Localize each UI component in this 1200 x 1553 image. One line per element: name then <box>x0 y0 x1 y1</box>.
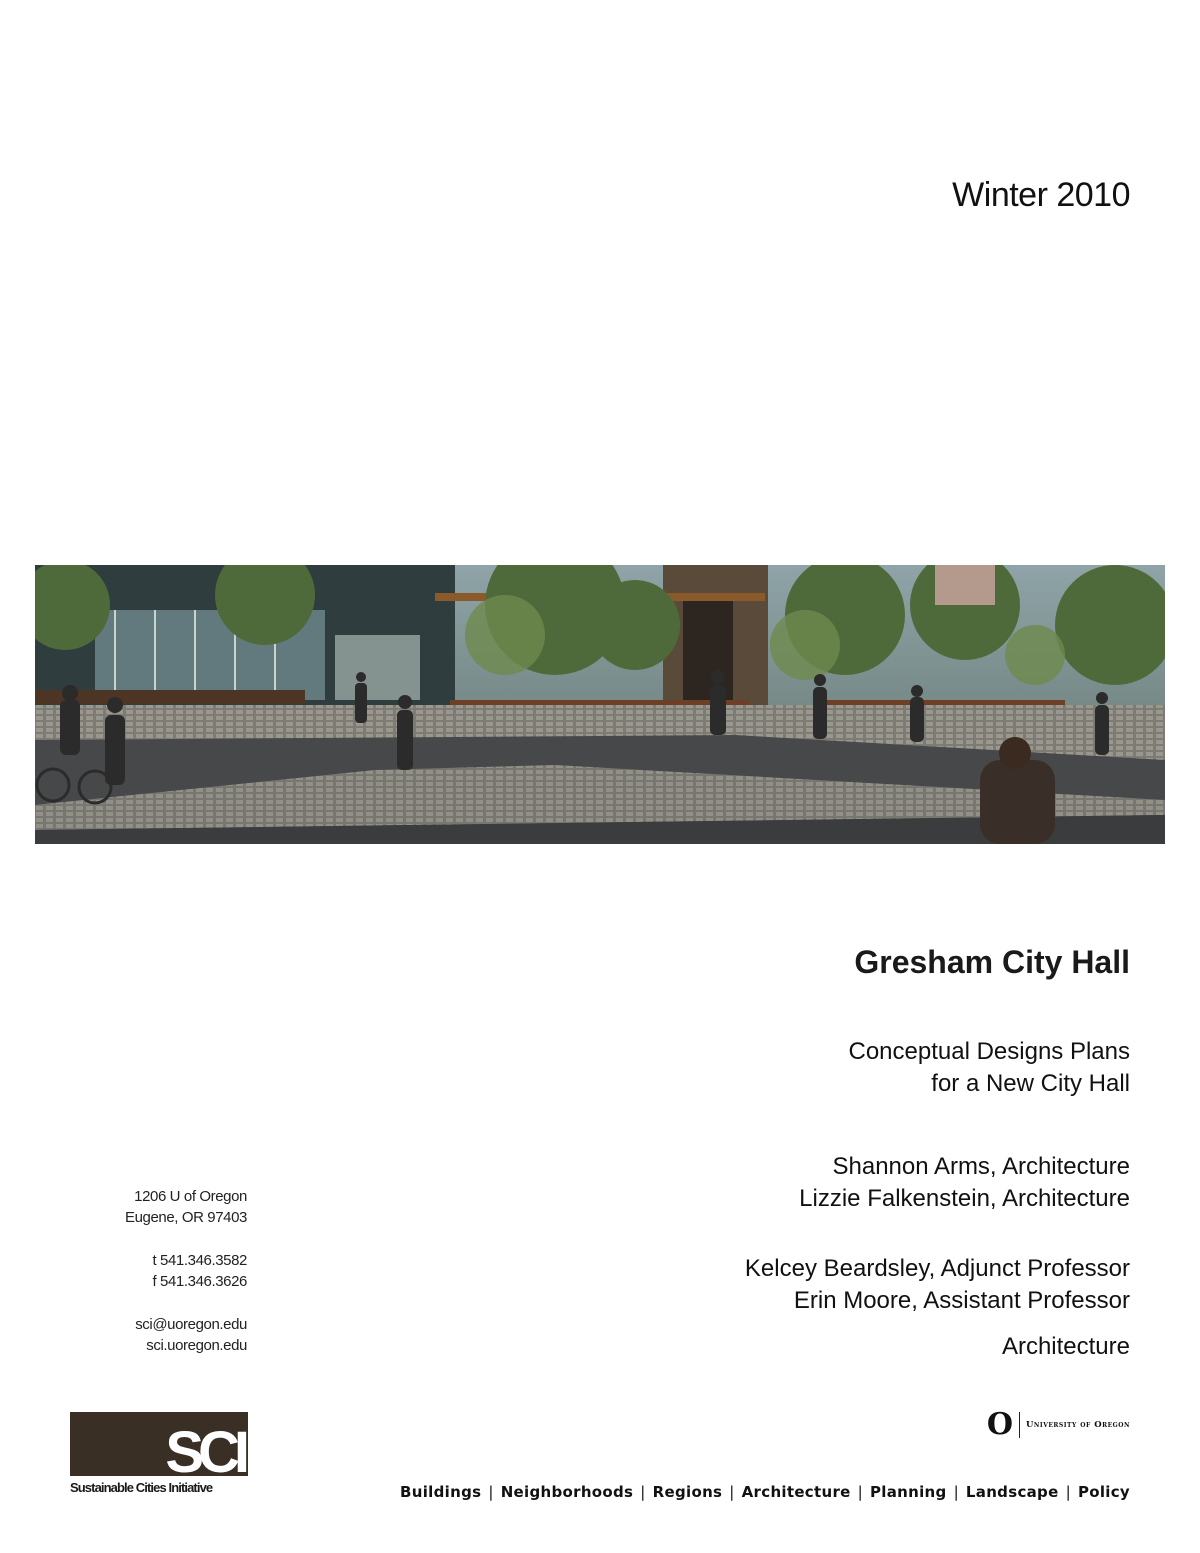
faculty-name: Erin Moore, Assistant Professor <box>793 1287 1130 1314</box>
sci-logo <box>70 1412 248 1495</box>
footer-separator: | <box>729 1483 735 1501</box>
footer-item: Neighborhoods <box>500 1483 634 1501</box>
footer-item: Buildings <box>400 1483 482 1501</box>
footer-item: Regions <box>652 1483 723 1501</box>
subtitle-line-1: Conceptual Designs Plans <box>848 1038 1130 1065</box>
email-address: sci@uoregon.edu <box>135 1316 247 1333</box>
footer-categories <box>400 1483 1130 1501</box>
address-line-2: Eugene, OR 97403 <box>124 1209 247 1226</box>
student-authors <box>799 1151 1130 1215</box>
phone-number: t 541.346.3582 <box>152 1252 247 1269</box>
footer-item: Architecture <box>741 1483 851 1501</box>
faculty-name: Kelcey Beardsley, Adjunct Professor <box>744 1255 1130 1282</box>
sci-logo-box <box>70 1412 248 1485</box>
uo-logo-text: University of Oregon <box>1025 1420 1130 1430</box>
contact-block <box>125 1186 247 1356</box>
document-title: Gresham City Hall <box>854 944 1130 980</box>
sci-logo-name: Sustainable Cities Initiative <box>70 1480 213 1495</box>
footer-separator: | <box>1065 1483 1071 1501</box>
footer-separator: | <box>953 1483 959 1501</box>
footer-separator: | <box>640 1483 646 1501</box>
plaza-illustration <box>35 565 1165 844</box>
document-subtitle <box>849 1036 1131 1100</box>
sci-logo-letters: SCI <box>165 1420 244 1485</box>
season-label: Winter 2010 <box>952 176 1130 214</box>
subtitle-line-2: for a New City Hall <box>931 1070 1130 1097</box>
footer-separator: | <box>488 1483 494 1501</box>
address-line-1: 1206 U of Oregon <box>134 1188 247 1205</box>
website-address: sci.uoregon.edu <box>146 1337 247 1354</box>
footer-item: Policy <box>1077 1483 1130 1501</box>
author-name: Lizzie Falkenstein, Architecture <box>799 1185 1130 1212</box>
university-of-oregon-logo <box>986 1407 1130 1442</box>
footer-item: Landscape <box>965 1483 1059 1501</box>
department-label: Architecture <box>1001 1333 1130 1360</box>
uo-o-mark-icon: O <box>986 1407 1013 1442</box>
footer-item: Planning <box>869 1483 947 1501</box>
hero-rendering <box>35 565 1165 844</box>
faculty-advisors <box>745 1253 1130 1317</box>
author-name: Shannon Arms, Architecture <box>832 1153 1130 1180</box>
fax-number: f 541.346.3626 <box>152 1273 247 1290</box>
footer-separator: | <box>857 1483 863 1501</box>
uo-logo-divider <box>1019 1412 1020 1438</box>
